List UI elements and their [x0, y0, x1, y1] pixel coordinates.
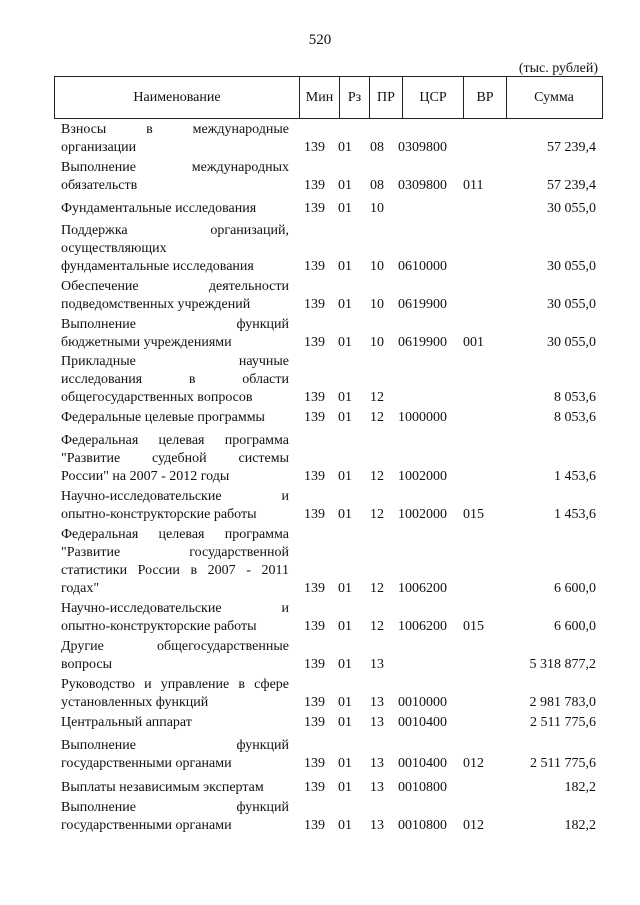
- cell-pr: 13: [370, 657, 384, 672]
- cell-rz: 01: [338, 780, 352, 795]
- row-name-line: Выплаты независимым экспертам: [61, 780, 264, 795]
- row-name: [61, 409, 289, 427]
- cell-rz: 01: [338, 178, 352, 193]
- row-name-line: государственными органами: [61, 818, 232, 833]
- row-name: [61, 353, 289, 407]
- cell-pr: 10: [370, 297, 384, 312]
- cell-pr: 12: [370, 410, 384, 425]
- table-header: [54, 76, 603, 119]
- row-name-line: государственными органами: [61, 756, 232, 771]
- row-name-line: Обеспечение деятельности: [61, 279, 289, 294]
- row-name-line: Федеральная целевая программа: [61, 433, 289, 448]
- row-name-line: осуществляющих: [61, 241, 167, 256]
- cell-sum: 8 053,6: [554, 390, 596, 405]
- cell-csr: 0309800: [398, 178, 447, 193]
- cell-sum: 30 055,0: [547, 297, 596, 312]
- row-name: [61, 737, 289, 773]
- cell-pr: 12: [370, 619, 384, 634]
- cell-min: 139: [304, 297, 325, 312]
- row-name-line: Научно-исследовательские и: [61, 601, 289, 616]
- cell-pr: 12: [370, 469, 384, 484]
- row-name-line: организации: [61, 140, 137, 155]
- row-name-line: годах": [61, 581, 100, 596]
- table-row: [0, 432, 640, 486]
- table-row: [0, 638, 640, 674]
- cell-vr: 012: [463, 756, 484, 771]
- cell-rz: 01: [338, 695, 352, 710]
- cell-pr: 13: [370, 780, 384, 795]
- cell-sum: 57 239,4: [547, 140, 596, 155]
- table-row: [0, 409, 640, 427]
- header-vr: ВР: [463, 77, 506, 118]
- cell-vr: 011: [463, 178, 484, 193]
- table-row: [0, 714, 640, 732]
- cell-pr: 10: [370, 201, 384, 216]
- cell-sum: 30 055,0: [547, 259, 596, 274]
- cell-rz: 01: [338, 657, 352, 672]
- cell-rz: 01: [338, 335, 352, 350]
- cell-rz: 01: [338, 201, 352, 216]
- cell-sum: 6 600,0: [554, 581, 596, 596]
- cell-rz: 01: [338, 619, 352, 634]
- cell-pr: 10: [370, 335, 384, 350]
- row-name-line: Другие общегосударственные: [61, 639, 289, 654]
- table-row: [0, 316, 640, 352]
- cell-rz: 01: [338, 390, 352, 405]
- header-name: Наименование: [133, 89, 221, 105]
- cell-csr: 0010800: [398, 818, 447, 833]
- cell-vr: 012: [463, 818, 484, 833]
- cell-min: 139: [304, 657, 325, 672]
- row-name-line: опытно-конструкторские работы: [61, 507, 257, 522]
- cell-min: 139: [304, 818, 325, 833]
- table-row: [0, 488, 640, 524]
- cell-sum: 2 511 775,6: [530, 756, 596, 771]
- row-name: [61, 432, 289, 486]
- cell-csr: 0619900: [398, 297, 447, 312]
- cell-sum: 1 453,6: [554, 507, 596, 522]
- cell-csr: 1002000: [398, 507, 447, 522]
- cell-csr: 1000000: [398, 410, 447, 425]
- row-name: [61, 779, 289, 797]
- header-min: Мин: [299, 77, 339, 118]
- cell-csr: 0010000: [398, 695, 447, 710]
- cell-min: 139: [304, 619, 325, 634]
- cell-min: 139: [304, 756, 325, 771]
- cell-min: 139: [304, 469, 325, 484]
- row-name-line: статистики России в 2007 - 2011: [61, 563, 289, 578]
- row-name: [61, 159, 289, 195]
- cell-min: 139: [304, 695, 325, 710]
- row-name-line: фундаментальные исследования: [61, 259, 254, 274]
- cell-min: 139: [304, 335, 325, 350]
- row-name: [61, 316, 289, 352]
- cell-sum: 6 600,0: [554, 619, 596, 634]
- row-name-line: Выполнение международных: [61, 160, 289, 175]
- table-row: [0, 121, 640, 157]
- table-row: [0, 278, 640, 314]
- cell-rz: 01: [338, 140, 352, 155]
- cell-rz: 01: [338, 818, 352, 833]
- row-name-line: "Развитие государственной: [61, 545, 289, 560]
- row-name-line: Федеральная целевая программа: [61, 527, 289, 542]
- table-row: [0, 353, 640, 407]
- units-label: (тыс. рублей): [518, 61, 598, 76]
- cell-min: 139: [304, 715, 325, 730]
- table-row: [0, 159, 640, 195]
- cell-rz: 01: [338, 507, 352, 522]
- row-name: [61, 121, 289, 157]
- cell-pr: 12: [370, 507, 384, 522]
- cell-sum: 1 453,6: [554, 469, 596, 484]
- cell-min: 139: [304, 140, 325, 155]
- cell-min: 139: [304, 201, 325, 216]
- cell-pr: 12: [370, 581, 384, 596]
- row-name: [61, 799, 289, 835]
- row-name: [61, 676, 289, 712]
- table-row: [0, 737, 640, 773]
- row-name-line: Выполнение функций: [61, 800, 289, 815]
- row-name: [61, 600, 289, 636]
- cell-rz: 01: [338, 756, 352, 771]
- row-name-line: общегосударственных вопросов: [61, 390, 253, 405]
- cell-vr: 015: [463, 619, 484, 634]
- row-name-line: Прикладные научные: [61, 354, 289, 369]
- cell-sum: 5 318 877,2: [529, 657, 596, 672]
- row-name-line: Федеральные целевые программы: [61, 410, 265, 425]
- cell-rz: 01: [338, 581, 352, 596]
- cell-csr: 0010400: [398, 715, 447, 730]
- row-name-line: опытно-конструкторские работы: [61, 619, 257, 634]
- cell-min: 139: [304, 259, 325, 274]
- cell-csr: 0619900: [398, 335, 447, 350]
- cell-rz: 01: [338, 259, 352, 274]
- row-name: [61, 714, 289, 732]
- cell-sum: 8 053,6: [554, 410, 596, 425]
- cell-pr: 12: [370, 390, 384, 405]
- cell-vr: 015: [463, 507, 484, 522]
- cell-min: 139: [304, 410, 325, 425]
- row-name: [61, 638, 289, 674]
- row-name-line: вопросы: [61, 657, 112, 672]
- cell-sum: 30 055,0: [547, 335, 596, 350]
- row-name: [61, 526, 289, 598]
- row-name-line: "Развитие судебной системы: [61, 451, 289, 466]
- cell-min: 139: [304, 178, 325, 193]
- row-name-line: Центральный аппарат: [61, 715, 192, 730]
- cell-min: 139: [304, 581, 325, 596]
- cell-sum: 182,2: [564, 818, 596, 833]
- cell-min: 139: [304, 780, 325, 795]
- cell-min: 139: [304, 507, 325, 522]
- row-name: [61, 278, 289, 314]
- row-name-line: Выполнение функций: [61, 317, 289, 332]
- row-name-line: исследования в области: [61, 372, 289, 387]
- header-pr: ПР: [369, 77, 402, 118]
- cell-sum: 30 055,0: [547, 201, 596, 216]
- cell-pr: 13: [370, 695, 384, 710]
- row-name-line: Взносы в международные: [61, 122, 289, 137]
- header-rz: Рз: [339, 77, 369, 118]
- row-name: [61, 200, 289, 218]
- cell-min: 139: [304, 390, 325, 405]
- header-csr: ЦСР: [402, 77, 463, 118]
- row-name-line: подведомственных учреждений: [61, 297, 251, 312]
- row-name: [61, 222, 289, 276]
- cell-pr: 13: [370, 715, 384, 730]
- cell-csr: 1006200: [398, 619, 447, 634]
- cell-pr: 08: [370, 178, 384, 193]
- cell-pr: 13: [370, 818, 384, 833]
- table-row: [0, 222, 640, 276]
- header-sum: Сумма: [506, 77, 601, 118]
- table-row: [0, 676, 640, 712]
- table-row: [0, 526, 640, 598]
- cell-rz: 01: [338, 297, 352, 312]
- table-row: [0, 600, 640, 636]
- cell-sum: 2 511 775,6: [530, 715, 596, 730]
- row-name-line: установленных функций: [61, 695, 209, 710]
- cell-csr: 1002000: [398, 469, 447, 484]
- page-number: 520: [308, 32, 332, 48]
- table-row: [0, 779, 640, 797]
- cell-pr: 10: [370, 259, 384, 274]
- cell-csr: 0010800: [398, 780, 447, 795]
- cell-sum: 182,2: [564, 780, 596, 795]
- cell-sum: 2 981 783,0: [529, 695, 596, 710]
- cell-rz: 01: [338, 410, 352, 425]
- cell-pr: 13: [370, 756, 384, 771]
- cell-csr: 0010400: [398, 756, 447, 771]
- row-name-line: бюджетными учреждениями: [61, 335, 232, 350]
- row-name-line: России" на 2007 - 2012 годы: [61, 469, 230, 484]
- row-name-line: Научно-исследовательские и: [61, 489, 289, 504]
- row-name: [61, 488, 289, 524]
- row-name-line: Выполнение функций: [61, 738, 289, 753]
- cell-rz: 01: [338, 469, 352, 484]
- cell-csr: 0610000: [398, 259, 447, 274]
- table-row: [0, 799, 640, 835]
- table-row: [0, 200, 640, 218]
- cell-sum: 57 239,4: [547, 178, 596, 193]
- cell-pr: 08: [370, 140, 384, 155]
- cell-csr: 1006200: [398, 581, 447, 596]
- row-name-line: Фундаментальные исследования: [61, 201, 257, 216]
- cell-rz: 01: [338, 715, 352, 730]
- row-name-line: обязательств: [61, 178, 138, 193]
- cell-vr: 001: [463, 335, 484, 350]
- row-name-line: Поддержка организаций,: [61, 223, 289, 238]
- cell-csr: 0309800: [398, 140, 447, 155]
- row-name-line: Руководство и управление в сфере: [61, 677, 289, 692]
